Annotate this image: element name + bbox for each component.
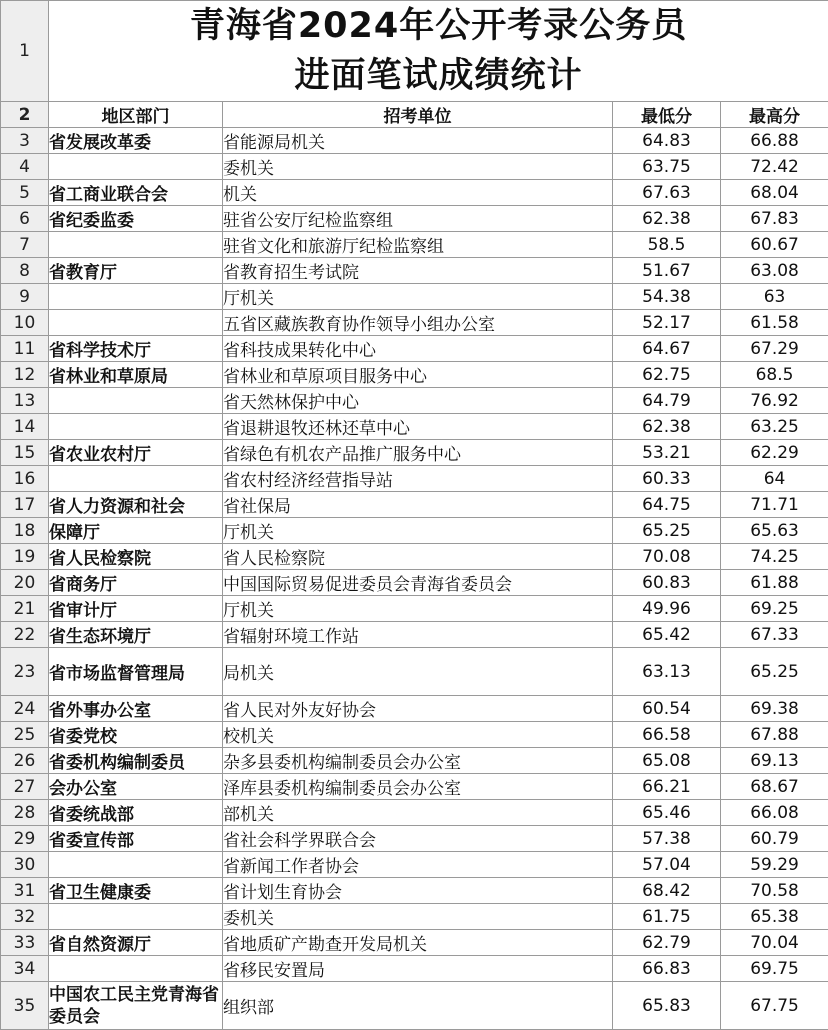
unit-cell[interactable]: 五省区藏族教育协作领导小组办公室 <box>223 310 613 336</box>
table-row <box>1 440 828 466</box>
table-row <box>1 722 828 748</box>
min-score-cell[interactable]: 52.17 <box>613 310 721 336</box>
max-score-cell[interactable]: 68.67 <box>721 774 828 800</box>
unit-cell[interactable]: 泽库县委机构编制委员会办公室 <box>223 774 613 800</box>
table-row <box>1 826 828 852</box>
unit-cell[interactable]: 省天然林保护中心 <box>223 388 613 414</box>
region-cell[interactable] <box>49 310 223 336</box>
max-score-cell[interactable]: 65.38 <box>721 904 828 930</box>
max-score-cell[interactable]: 70.04 <box>721 930 828 956</box>
max-score-cell[interactable]: 72.42 <box>721 154 828 180</box>
region-cell[interactable]: 保障厅 <box>49 518 223 544</box>
header-unit[interactable]: 招考单位 <box>223 102 613 128</box>
min-score-cell[interactable]: 64.75 <box>613 492 721 518</box>
max-score-cell[interactable]: 65.25 <box>721 648 828 696</box>
min-score-cell[interactable]: 65.08 <box>613 748 721 774</box>
region-cell[interactable]: 会办公室 <box>49 774 223 800</box>
row-number[interactable]: 20 <box>1 570 49 596</box>
table-row <box>1 492 828 518</box>
region-cell[interactable]: 省教育厅 <box>49 258 223 284</box>
region-cell[interactable] <box>49 466 223 492</box>
row-number[interactable]: 11 <box>1 336 49 362</box>
row-number[interactable]: 29 <box>1 826 49 852</box>
table-row <box>1 518 828 544</box>
max-score-cell[interactable]: 59.29 <box>721 852 828 878</box>
row-number[interactable]: 30 <box>1 852 49 878</box>
max-score-cell[interactable]: 67.29 <box>721 336 828 362</box>
max-score-cell[interactable]: 69.25 <box>721 596 828 622</box>
unit-cell[interactable]: 组织部 <box>223 982 613 1030</box>
row-number[interactable]: 28 <box>1 800 49 826</box>
region-cell[interactable]: 中国农工民主党青海省委员会 <box>49 982 223 1030</box>
max-score-cell[interactable]: 61.58 <box>721 310 828 336</box>
region-cell[interactable]: 省生态环境厅 <box>49 622 223 648</box>
min-score-cell[interactable]: 64.67 <box>613 336 721 362</box>
header-max-score[interactable]: 最高分 <box>721 102 828 128</box>
unit-cell[interactable]: 杂多县委机构编制委员会办公室 <box>223 748 613 774</box>
region-cell[interactable] <box>49 414 223 440</box>
unit-cell[interactable]: 部机关 <box>223 800 613 826</box>
row-number[interactable]: 21 <box>1 596 49 622</box>
row-number[interactable]: 6 <box>1 206 49 232</box>
table-row <box>1 774 828 800</box>
region-cell[interactable]: 省纪委监委 <box>49 206 223 232</box>
max-score-cell[interactable]: 66.08 <box>721 800 828 826</box>
table-row <box>1 466 828 492</box>
unit-cell[interactable]: 机关 <box>223 180 613 206</box>
region-cell[interactable] <box>49 154 223 180</box>
unit-cell[interactable]: 厅机关 <box>223 518 613 544</box>
row-number[interactable]: 8 <box>1 258 49 284</box>
table-row <box>1 696 828 722</box>
region-cell[interactable]: 省委统战部 <box>49 800 223 826</box>
region-cell[interactable] <box>49 284 223 310</box>
min-score-cell[interactable]: 66.58 <box>613 722 721 748</box>
region-cell[interactable] <box>49 956 223 982</box>
unit-cell[interactable]: 委机关 <box>223 904 613 930</box>
table-row <box>1 414 828 440</box>
table-row <box>1 310 828 336</box>
unit-cell[interactable]: 省退耕退牧还林还草中心 <box>223 414 613 440</box>
row-number[interactable]: 33 <box>1 930 49 956</box>
max-score-cell[interactable]: 69.13 <box>721 748 828 774</box>
min-score-cell[interactable]: 54.38 <box>613 284 721 310</box>
unit-cell[interactable]: 省社保局 <box>223 492 613 518</box>
max-score-cell[interactable]: 62.29 <box>721 440 828 466</box>
max-score-cell[interactable]: 60.67 <box>721 232 828 258</box>
unit-cell[interactable]: 驻省文化和旅游厅纪检监察组 <box>223 232 613 258</box>
region-cell[interactable] <box>49 388 223 414</box>
region-cell[interactable]: 省科学技术厅 <box>49 336 223 362</box>
header-row <box>1 102 828 128</box>
region-cell[interactable]: 省林业和草原局 <box>49 362 223 388</box>
unit-cell[interactable]: 省人民对外友好协会 <box>223 696 613 722</box>
table-row <box>1 878 828 904</box>
unit-cell[interactable]: 委机关 <box>223 154 613 180</box>
min-score-cell[interactable]: 51.67 <box>613 258 721 284</box>
region-cell[interactable]: 省卫生健康委 <box>49 878 223 904</box>
unit-cell[interactable]: 省能源局机关 <box>223 128 613 154</box>
unit-cell[interactable]: 省绿色有机农产品推广服务中心 <box>223 440 613 466</box>
max-score-cell[interactable]: 69.38 <box>721 696 828 722</box>
table-row <box>1 544 828 570</box>
row-number[interactable]: 2 <box>1 102 49 128</box>
min-score-cell[interactable]: 61.75 <box>613 904 721 930</box>
min-score-cell[interactable]: 63.75 <box>613 154 721 180</box>
row-number[interactable]: 16 <box>1 466 49 492</box>
row-number[interactable]: 5 <box>1 180 49 206</box>
max-score-cell[interactable]: 76.92 <box>721 388 828 414</box>
max-score-cell[interactable]: 69.75 <box>721 956 828 982</box>
row-number[interactable]: 19 <box>1 544 49 570</box>
title-line-2: 进面笔试成绩统计 <box>49 51 828 101</box>
table-row <box>1 258 828 284</box>
min-score-cell[interactable]: 57.04 <box>613 852 721 878</box>
table-row <box>1 982 828 1030</box>
header-region[interactable]: 地区部门 <box>49 102 223 128</box>
region-cell[interactable]: 省审计厅 <box>49 596 223 622</box>
min-score-cell[interactable]: 65.83 <box>613 982 721 1030</box>
row-number[interactable]: 13 <box>1 388 49 414</box>
row-number[interactable]: 18 <box>1 518 49 544</box>
header-min-score[interactable]: 最低分 <box>613 102 721 128</box>
max-score-cell[interactable]: 63 <box>721 284 828 310</box>
row-number[interactable]: 15 <box>1 440 49 466</box>
row-number[interactable]: 22 <box>1 622 49 648</box>
table-row <box>1 206 828 232</box>
max-score-cell[interactable]: 65.63 <box>721 518 828 544</box>
row-number[interactable]: 26 <box>1 748 49 774</box>
max-score-cell[interactable]: 61.88 <box>721 570 828 596</box>
table-row <box>1 800 828 826</box>
unit-cell[interactable]: 省科技成果转化中心 <box>223 336 613 362</box>
region-cell[interactable]: 省委党校 <box>49 722 223 748</box>
region-cell[interactable]: 省工商业联合会 <box>49 180 223 206</box>
unit-cell[interactable]: 省林业和草原项目服务中心 <box>223 362 613 388</box>
region-cell[interactable] <box>49 852 223 878</box>
table-row <box>1 154 828 180</box>
table-row <box>1 362 828 388</box>
min-score-cell[interactable]: 65.25 <box>613 518 721 544</box>
region-cell[interactable]: 省发展改革委 <box>49 128 223 154</box>
unit-cell[interactable]: 驻省公安厅纪检监察组 <box>223 206 613 232</box>
max-score-cell[interactable]: 66.88 <box>721 128 828 154</box>
min-score-cell[interactable]: 57.38 <box>613 826 721 852</box>
min-score-cell[interactable]: 66.21 <box>613 774 721 800</box>
unit-cell[interactable]: 省地质矿产勘查开发局机关 <box>223 930 613 956</box>
min-score-cell[interactable]: 58.5 <box>613 232 721 258</box>
region-cell[interactable]: 省人民检察院 <box>49 544 223 570</box>
region-cell[interactable]: 省市场监督管理局 <box>49 648 223 696</box>
table-row <box>1 336 828 362</box>
region-cell[interactable]: 省委宣传部 <box>49 826 223 852</box>
min-score-cell[interactable]: 65.42 <box>613 622 721 648</box>
row-number[interactable]: 32 <box>1 904 49 930</box>
unit-cell[interactable]: 厅机关 <box>223 284 613 310</box>
min-score-cell[interactable]: 49.96 <box>613 596 721 622</box>
region-cell[interactable] <box>49 904 223 930</box>
max-score-cell[interactable]: 68.04 <box>721 180 828 206</box>
region-cell[interactable]: 省外事办公室 <box>49 696 223 722</box>
table-row <box>1 748 828 774</box>
table-body <box>1 1 828 1030</box>
table-row <box>1 904 828 930</box>
unit-cell[interactable]: 省教育招生考试院 <box>223 258 613 284</box>
min-score-cell[interactable]: 66.83 <box>613 956 721 982</box>
row-number[interactable]: 25 <box>1 722 49 748</box>
max-score-cell[interactable]: 70.58 <box>721 878 828 904</box>
min-score-cell[interactable]: 68.42 <box>613 878 721 904</box>
region-cell[interactable]: 省委机构编制委员 <box>49 748 223 774</box>
max-score-cell[interactable]: 63.25 <box>721 414 828 440</box>
region-cell[interactable]: 省农业农村厅 <box>49 440 223 466</box>
max-score-cell[interactable]: 74.25 <box>721 544 828 570</box>
row-number[interactable]: 35 <box>1 982 49 1030</box>
min-score-cell[interactable]: 64.83 <box>613 128 721 154</box>
row-number[interactable]: 3 <box>1 128 49 154</box>
max-score-cell[interactable]: 67.88 <box>721 722 828 748</box>
unit-cell[interactable]: 省移民安置局 <box>223 956 613 982</box>
unit-cell[interactable]: 省新闻工作者协会 <box>223 852 613 878</box>
row-number[interactable]: 7 <box>1 232 49 258</box>
region-cell[interactable]: 省自然资源厅 <box>49 930 223 956</box>
region-cell[interactable]: 省商务厅 <box>49 570 223 596</box>
table-row <box>1 180 828 206</box>
max-score-cell[interactable]: 67.33 <box>721 622 828 648</box>
table-row <box>1 852 828 878</box>
table-row <box>1 596 828 622</box>
max-score-cell[interactable]: 64 <box>721 466 828 492</box>
table-row <box>1 930 828 956</box>
min-score-cell[interactable]: 64.79 <box>613 388 721 414</box>
min-score-cell[interactable]: 67.63 <box>613 180 721 206</box>
row-number[interactable]: 17 <box>1 492 49 518</box>
min-score-cell[interactable]: 60.83 <box>613 570 721 596</box>
max-score-cell[interactable]: 68.5 <box>721 362 828 388</box>
row-number[interactable]: 31 <box>1 878 49 904</box>
row-number[interactable]: 34 <box>1 956 49 982</box>
table-row <box>1 388 828 414</box>
unit-cell[interactable]: 省辐射环境工作站 <box>223 622 613 648</box>
min-score-cell[interactable]: 62.38 <box>613 206 721 232</box>
row-number[interactable]: 14 <box>1 414 49 440</box>
sheet-title[interactable] <box>49 1 828 102</box>
min-score-cell[interactable]: 53.21 <box>613 440 721 466</box>
unit-cell[interactable]: 省农村经济经营指导站 <box>223 466 613 492</box>
unit-cell[interactable]: 中国国际贸易促进委员会青海省委员会 <box>223 570 613 596</box>
min-score-cell[interactable]: 60.33 <box>613 466 721 492</box>
unit-cell[interactable]: 省人民检察院 <box>223 544 613 570</box>
max-score-cell[interactable]: 67.83 <box>721 206 828 232</box>
unit-cell[interactable]: 省计划生育协会 <box>223 878 613 904</box>
table-row <box>1 622 828 648</box>
row-number[interactable]: 24 <box>1 696 49 722</box>
table-row <box>1 570 828 596</box>
max-score-cell[interactable]: 67.75 <box>721 982 828 1030</box>
min-score-cell[interactable]: 62.79 <box>613 930 721 956</box>
row-number[interactable]: 12 <box>1 362 49 388</box>
row-number[interactable]: 9 <box>1 284 49 310</box>
table-row <box>1 956 828 982</box>
table-row <box>1 284 828 310</box>
max-score-cell[interactable]: 71.71 <box>721 492 828 518</box>
unit-cell[interactable]: 校机关 <box>223 722 613 748</box>
min-score-cell[interactable]: 65.46 <box>613 800 721 826</box>
title-line-1: 青海省2024年公开考录公务员 <box>49 1 828 51</box>
min-score-cell[interactable]: 62.75 <box>613 362 721 388</box>
row-number[interactable]: 4 <box>1 154 49 180</box>
min-score-cell[interactable]: 60.54 <box>613 696 721 722</box>
min-score-cell[interactable]: 63.13 <box>613 648 721 696</box>
unit-cell[interactable]: 厅机关 <box>223 596 613 622</box>
region-cell[interactable] <box>49 232 223 258</box>
min-score-cell[interactable]: 70.08 <box>613 544 721 570</box>
unit-cell[interactable]: 局机关 <box>223 648 613 696</box>
max-score-cell[interactable]: 63.08 <box>721 258 828 284</box>
region-cell[interactable]: 省人力资源和社会 <box>49 492 223 518</box>
unit-cell[interactable]: 省社会科学界联合会 <box>223 826 613 852</box>
table-row <box>1 128 828 154</box>
min-score-cell[interactable]: 62.38 <box>613 414 721 440</box>
row-number[interactable]: 27 <box>1 774 49 800</box>
row-number[interactable]: 1 <box>1 1 49 102</box>
row-number[interactable]: 23 <box>1 648 49 696</box>
max-score-cell[interactable]: 60.79 <box>721 826 828 852</box>
title-row <box>1 1 828 102</box>
table-row <box>1 648 828 696</box>
table-row <box>1 232 828 258</box>
row-number[interactable]: 10 <box>1 310 49 336</box>
